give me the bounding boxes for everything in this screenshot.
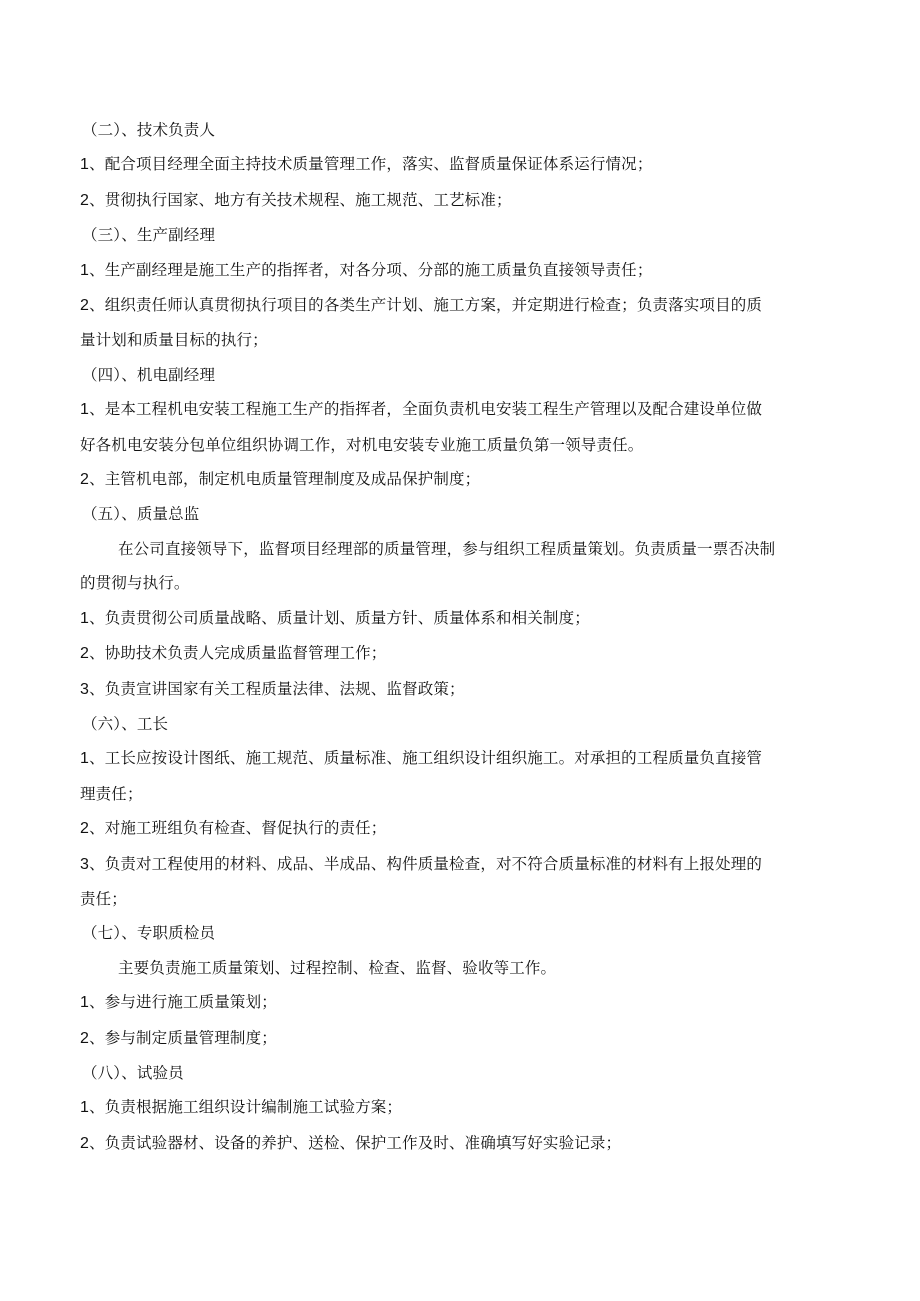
list-item (80, 1021, 850, 1056)
list-item-number: 3 (80, 680, 90, 698)
paragraph-line: 责任； (80, 889, 127, 908)
list-item-number: 1 (80, 609, 90, 627)
list-item-number: 2 (80, 297, 90, 315)
list-item-number: 3 (80, 855, 90, 873)
list-item-text: 、工长应按设计图纸、施工规范、质量标准、施工组织设计组织施工。对承担的工程质量负直接管 (89, 749, 763, 768)
paragraph-line: 的贯彻与执行。 (80, 574, 190, 593)
list-item (80, 183, 850, 218)
list-item (80, 847, 850, 882)
list-item (80, 392, 850, 427)
list-item-text: 、负责贯彻公司质量战略、质量计划、质量方针、质量体系和相关制度； (89, 608, 590, 627)
list-item (80, 253, 850, 288)
list-item (80, 1090, 850, 1125)
list-item-number: 1 (80, 994, 90, 1012)
section-heading: （七）、专职质检员 (82, 924, 216, 943)
list-item-number: 2 (80, 471, 90, 489)
section-heading: （四）、机电副经理 (82, 365, 216, 384)
list-item-text: 、负责对工程使用的材料、成品、半成品、构件质量检查，对不符合质量标准的材料有上报处理的 (89, 854, 763, 873)
list-item-text: 、贯彻执行国家、地方有关技术规程、施工规范、工艺标准； (89, 190, 512, 209)
section-heading: （六）、工长 (82, 714, 169, 733)
list-item (80, 741, 850, 776)
list-item-text: 、主管机电部，制定机电质量管理制度及成品保护制度； (89, 470, 481, 489)
paragraph-line: 在公司直接领导下，监督项目经理部的质量管理，参与组织工程质量策划。负责质量一票否决制 (118, 539, 776, 558)
section-heading: （八）、试验员 (82, 1063, 184, 1082)
paragraph-line: 主要负责施工质量策划、过程控制、检查、监督、验收等工作。 (118, 958, 557, 977)
list-item (80, 601, 850, 636)
list-item (80, 636, 850, 671)
paragraph-line: 理责任； (80, 784, 143, 803)
list-item-text: 、对施工班组负有检查、督促执行的责任； (89, 819, 387, 838)
list-item-number: 1 (80, 750, 90, 768)
list-item-text: 、生产副经理是施工生产的指挥者，对各分项、分部的施工质量负直接领导责任； (89, 260, 653, 279)
section-heading: （二）、技术负责人 (82, 121, 216, 139)
list-item-number: 2 (80, 645, 90, 663)
list-item-text: 、参与制定质量管理制度； (89, 1028, 277, 1047)
list-item-text: 、负责试验器材、设备的养护、送检、保护工作及时、准确填写好实验记录； (89, 1133, 622, 1152)
paragraph-line: 好各机电安装分包单位组织协调工作，对机电安装专业施工质量负第一领导责任。 (80, 435, 644, 454)
list-item-number: 1 (80, 261, 90, 279)
list-item-text: 、负责宣讲国家有关工程质量法律、法规、监督政策； (89, 679, 465, 698)
list-item-number: 2 (80, 1029, 90, 1047)
section-heading: （五）、质量总监 (82, 505, 200, 524)
list-item-number: 2 (80, 1134, 90, 1152)
list-item-text: 、组织责任师认真贯彻执行项目的各类生产计划、施工方案，并定期进行检查；负责落实项目的质 (89, 296, 763, 315)
list-item (80, 288, 850, 323)
document-body (80, 113, 850, 1161)
paragraph-line: 量计划和质量目标的执行； (80, 331, 268, 350)
list-item-number: 1 (80, 401, 90, 419)
list-item-text: 、配合项目经理全面主持技术质量管理工作，落实、监督质量保证体系运行情况； (89, 155, 653, 174)
list-item-text: 、负责根据施工组织设计编制施工试验方案； (89, 1098, 403, 1117)
list-item (80, 985, 850, 1020)
list-item-text: 、参与进行施工质量策划； (89, 993, 277, 1012)
list-item-number: 1 (80, 156, 90, 174)
list-item (80, 1126, 850, 1161)
list-item (80, 462, 850, 497)
list-item (80, 147, 850, 182)
list-item-text: 、是本工程机电安装工程施工生产的指挥者，全面负责机电安装工程生产管理以及配合建设单位做 (89, 400, 763, 419)
list-item-number: 1 (80, 1099, 90, 1117)
list-item (80, 672, 850, 707)
list-item-number: 2 (80, 191, 90, 209)
list-item (80, 811, 850, 846)
section-heading: （三）、生产副经理 (82, 226, 216, 245)
list-item-number: 2 (80, 820, 90, 838)
list-item-text: 、协助技术负责人完成质量监督管理工作； (89, 644, 387, 663)
